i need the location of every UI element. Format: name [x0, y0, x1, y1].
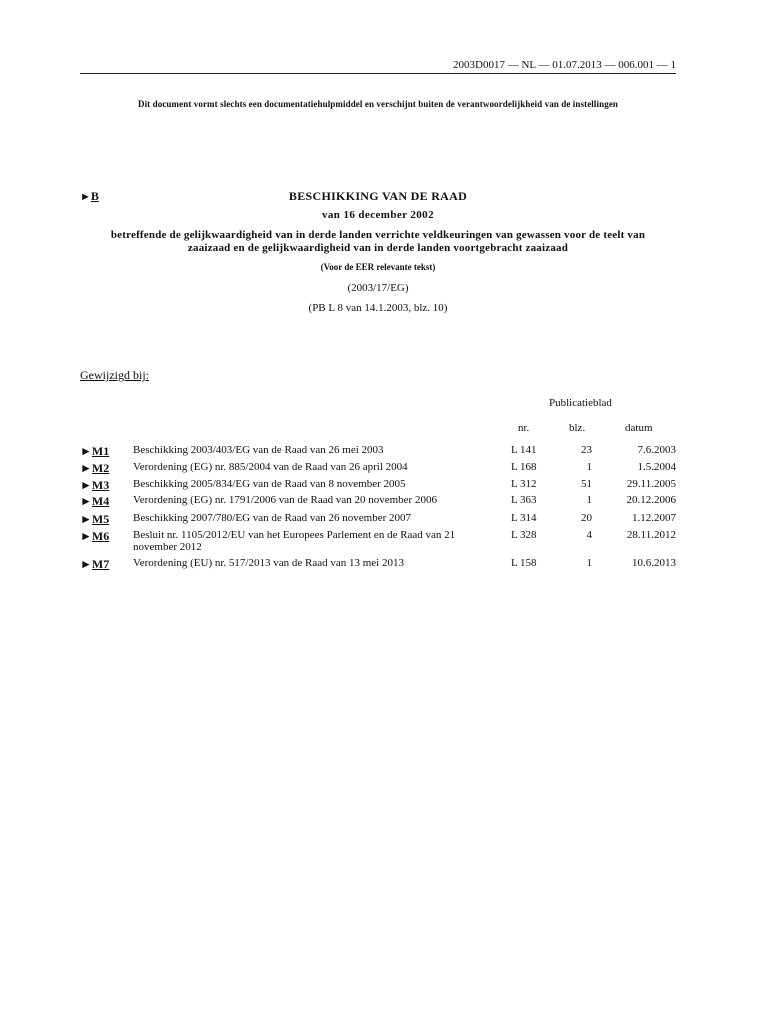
amendment-description: Beschikking 2007/780/EG van de Raad van 26 november 2007 — [133, 512, 412, 524]
amendment-description: Beschikking 2003/403/EG van de Raad van 26 mei 2003 — [133, 444, 384, 456]
amendment-code[interactable]: M3 — [91, 478, 110, 492]
amendment-description: Besluit nr. 1105/2012/EU van het Europees Parlement en de Raad van 21 november 2012 — [133, 529, 456, 553]
eea-relevance-note: (Voor de EER relevante tekst) — [320, 262, 436, 272]
journal-page: 23 — [581, 444, 592, 456]
journal-date: 28.11.2012 — [626, 529, 676, 541]
amendment-description: Verordening (EG) nr. 1791/2006 van de Raad van 20 november 2006 — [133, 494, 437, 506]
journal-date: 1.12.2007 — [632, 512, 676, 524]
decision-title: BESCHIKKING VAN DE RAAD — [288, 189, 468, 203]
arrow-right-icon: ► — [80, 478, 92, 492]
journal-page: 1 — [586, 557, 592, 569]
column-header-nr: nr. — [518, 422, 530, 434]
journal-number: L 328 — [511, 529, 537, 541]
amended-by-label: Gewijzigd bij: — [80, 368, 149, 382]
amendment-code[interactable]: M1 — [91, 444, 110, 458]
publication-heading: Publicatieblad — [549, 397, 612, 409]
amendment-marker[interactable] — [80, 557, 109, 572]
journal-number: L 141 — [511, 444, 537, 456]
journal-date: 1.5.2004 — [637, 461, 676, 473]
journal-page: 1 — [586, 461, 592, 473]
document-reference: 2003D0017 — NL — 01.07.2013 — 006.001 — 1 — [453, 59, 676, 71]
column-header-date: datum — [625, 422, 653, 434]
journal-page: 4 — [586, 529, 592, 541]
journal-date: 29.11.2005 — [626, 478, 676, 490]
journal-number: L 168 — [511, 461, 537, 473]
journal-number: L 312 — [511, 478, 537, 490]
journal-number: L 363 — [511, 494, 537, 506]
arrow-right-icon: ► — [80, 494, 92, 508]
official-journal-reference: (PB L 8 van 14.1.2003, blz. 10) — [308, 302, 448, 314]
amendment-marker[interactable] — [80, 444, 109, 459]
arrow-right-icon: ► — [80, 529, 92, 543]
amendment-marker[interactable] — [80, 512, 109, 527]
decision-number: (2003/17/EG) — [347, 282, 409, 294]
amendment-marker[interactable] — [80, 478, 109, 493]
column-header-page: blz. — [569, 422, 586, 434]
journal-page: 51 — [581, 478, 592, 490]
base-marker-code[interactable]: B — [90, 189, 99, 203]
amendment-code[interactable]: M6 — [91, 529, 110, 543]
amendment-marker[interactable] — [80, 529, 109, 544]
arrow-right-icon: ► — [80, 557, 92, 571]
amendment-marker[interactable] — [80, 461, 109, 476]
amendment-description: Beschikking 2005/834/EG van de Raad van 8 november 2005 — [133, 478, 406, 490]
arrow-right-icon: ► — [80, 444, 92, 458]
journal-date: 20.12.2006 — [626, 494, 676, 506]
amendment-description: Verordening (EU) nr. 517/2013 van de Raad van 13 mei 2013 — [133, 557, 404, 569]
decision-date: van 16 december 2002 — [322, 209, 434, 221]
arrow-right-icon: ► — [80, 461, 92, 475]
amendment-code[interactable]: M2 — [91, 461, 110, 475]
journal-number: L 314 — [511, 512, 537, 524]
amendment-marker[interactable] — [80, 494, 109, 509]
amendment-code[interactable]: M4 — [91, 494, 110, 508]
arrow-right-icon: ► — [80, 191, 91, 203]
decision-subject: betreffende de gelijkwaardigheid van in derde landen verrichte veldkeuringen van gewassen voor de teelt van zaaizaad en de gelijkwaardigheid van in derde landen voortgebracht zaaizaad — [110, 229, 646, 254]
journal-date: 10.6.2013 — [632, 557, 676, 569]
disclaimer: Dit document vormt slechts een documentatiehulpmiddel en verschijnt buiten de verantwoordelijkheid van de instellingen — [137, 99, 619, 109]
journal-page: 1 — [586, 494, 592, 506]
journal-page: 20 — [581, 512, 592, 524]
page-header — [80, 59, 676, 74]
amendment-code[interactable]: M5 — [91, 512, 110, 526]
amendment-description: Verordening (EG) nr. 885/2004 van de Raad van 26 april 2004 — [133, 461, 408, 473]
arrow-right-icon: ► — [80, 512, 92, 526]
journal-number: L 158 — [511, 557, 537, 569]
journal-date: 7.6.2003 — [637, 444, 676, 456]
amendment-code[interactable]: M7 — [91, 557, 110, 571]
